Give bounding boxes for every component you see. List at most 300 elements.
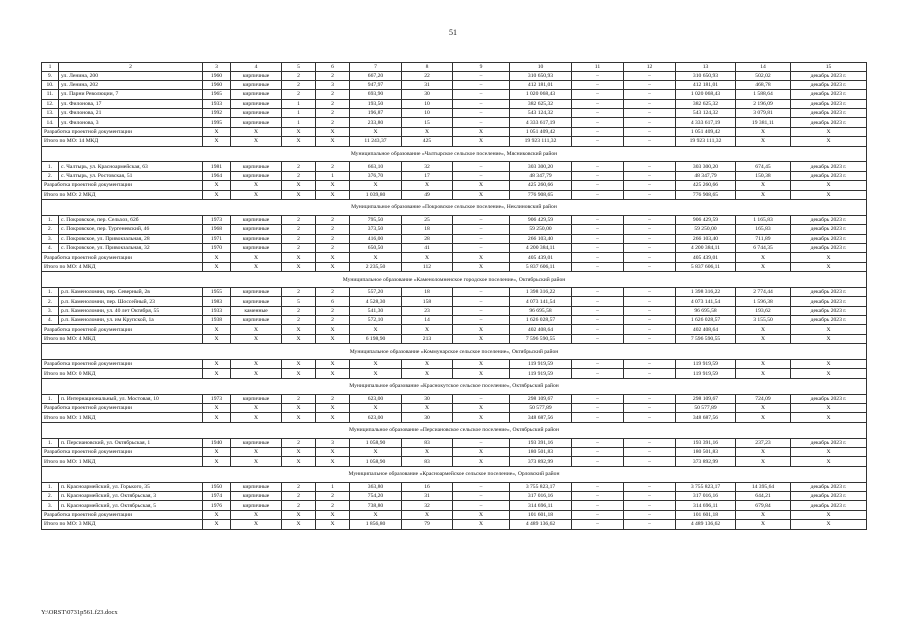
summary-cell: X [282,181,316,190]
building-address: р.п. Каменоломни, ул. им Крупской, 1а [59,316,203,325]
document-file-path: Y:\ORST\0731p561.f23.docx [41,609,118,616]
summary-cell: X [282,360,316,369]
summary-cell: X [231,369,282,378]
data-cell: 382 625,32 [676,99,736,108]
row-number: 2. [42,225,59,234]
data-cell: 30 [402,90,453,99]
summary-cell: X [231,253,282,262]
data-cell: – [624,316,676,325]
data-cell: кирпичные [231,71,282,80]
summary-cell: X [791,520,867,529]
data-cell: – [624,109,676,118]
summary-label: Итого по МО: 3 МКД [42,520,203,529]
column-number-cell: 9 [453,63,510,72]
summary-cell: 1 856,80 [350,520,402,529]
building-address: р.п. Каменоломни, пер. Шоссейный, 23 [59,297,203,306]
data-cell: 1950 [203,482,231,491]
data-cell: 6 [316,297,350,306]
summary-cell: X [316,253,350,262]
data-cell: 41 [402,243,453,252]
data-cell: – [624,162,676,171]
data-cell: 150,38 [736,171,791,180]
data-cell: кирпичные [231,109,282,118]
summary-row [42,457,867,466]
data-cell: – [624,482,676,491]
building-address: с. Чалтырь, ул. Красноармейская, 63 [59,162,203,171]
data-cell: 298 109,67 [510,394,572,403]
summary-cell: X [231,334,282,343]
data-cell: 1960 [203,71,231,80]
data-cell: 4 200 384,11 [510,243,572,252]
data-cell: 14 [402,316,453,325]
data-cell: 1955 [203,287,231,296]
data-cell: 2 [316,71,350,80]
summary-cell: 425 [402,137,453,146]
summary-cell: X [203,404,231,413]
summary-cell: X [231,360,282,369]
data-cell: – [624,80,676,89]
building-row [42,482,867,491]
data-cell: 693,90 [350,90,402,99]
municipality-section-row [42,344,867,360]
data-cell: 4 073 141,54 [510,297,572,306]
summary-row [42,262,867,271]
data-cell: 1938 [203,316,231,325]
summary-cell: X [791,448,867,457]
summary-cell: X [791,137,867,146]
summary-cell: X [791,413,867,422]
summary-label: Итого по МО: 0 МКД [42,369,203,378]
summary-cell: X [402,448,453,457]
data-cell: 2 [316,491,350,500]
data-cell: – [624,71,676,80]
summary-cell: X [316,510,350,519]
summary-cell: X [203,510,231,519]
data-cell: 543 124,32 [676,109,736,118]
municipality-title: Муниципальное образование «Персиановское сельское поселение», Октябрьский район [42,422,867,438]
data-cell: – [624,90,676,99]
summary-cell: X [736,127,791,136]
summary-cell: 425 260,66 [676,181,736,190]
summary-cell: X [791,190,867,199]
data-cell: кирпичные [231,225,282,234]
data-cell: 2 [316,501,350,510]
summary-cell: X [282,253,316,262]
data-cell: 2 [316,215,350,224]
data-cell: 266 103,40 [676,234,736,243]
data-cell: 31 [402,80,453,89]
summary-cell: X [203,457,231,466]
building-row [42,234,867,243]
summary-cell: X [316,334,350,343]
row-number: 1. [42,438,59,447]
summary-cell: X [736,413,791,422]
summary-cell: X [282,334,316,343]
data-cell: 17 [402,171,453,180]
data-cell: 2 [316,90,350,99]
summary-cell: X [453,253,510,262]
data-cell: 1965 [203,90,231,99]
data-cell: 373,50 [350,225,402,234]
summary-cell: 623,00 [350,413,402,422]
data-cell: 2 [316,162,350,171]
data-cell: 310 650,93 [676,71,736,80]
summary-cell: X [402,325,453,334]
row-number: 14. [42,118,59,127]
data-cell: кирпичные [231,90,282,99]
data-cell: 724,09 [736,394,791,403]
data-cell: – [572,501,624,510]
data-cell: кирпичные [231,316,282,325]
data-cell: декабрь 2023 г. [791,287,867,296]
data-cell: декабрь 2023 г. [791,90,867,99]
summary-cell: 1 058,90 [350,457,402,466]
building-address: с. Покровское, пер. Сельхоз, 62б [59,215,203,224]
data-cell: – [453,491,510,500]
data-cell: 572,10 [350,316,402,325]
data-cell: – [624,234,676,243]
summary-label: Итого по МО: 14 МКД [42,137,203,146]
summary-cell: – [572,181,624,190]
data-cell: кирпичные [231,234,282,243]
summary-cell: X [736,181,791,190]
summary-row [42,334,867,343]
data-cell: – [572,71,624,80]
summary-cell: X [350,448,402,457]
data-cell: 2 [282,215,316,224]
summary-cell: – [624,520,676,529]
column-number-cell: 2 [59,63,203,72]
data-cell: – [572,491,624,500]
data-cell: 1971 [203,234,231,243]
data-cell: – [453,243,510,252]
summary-cell: – [572,127,624,136]
summary-cell: X [231,520,282,529]
data-cell: 10 [402,99,453,108]
summary-cell: 83 [402,457,453,466]
data-cell: 4 200 384,11 [676,243,736,252]
building-address: ул. Ленина, 200 [59,71,203,80]
data-cell: – [624,297,676,306]
summary-row [42,325,867,334]
data-cell: кирпичные [231,394,282,403]
summary-cell: 405 439,01 [676,253,736,262]
data-cell: кирпичные [231,287,282,296]
data-cell: декабрь 2023 г. [791,243,867,252]
summary-cell: X [350,253,402,262]
data-cell: декабрь 2023 г. [791,225,867,234]
data-cell: кирпичные [231,215,282,224]
data-cell: 30 [402,394,453,403]
summary-row [42,413,867,422]
summary-cell: X [316,369,350,378]
building-address: ул. Филонова, 17 [59,99,203,108]
summary-cell: – [624,457,676,466]
data-cell: – [453,297,510,306]
summary-cell: X [231,448,282,457]
summary-cell: 30 [402,413,453,422]
data-cell: – [572,306,624,315]
building-address: ул. Ленина, 202 [59,80,203,89]
summary-label: Разработка проектной документации [42,404,203,413]
row-number: 9. [42,71,59,80]
row-number: 10. [42,80,59,89]
data-cell: 382 625,32 [510,99,572,108]
data-cell: декабрь 2023 г. [791,109,867,118]
building-address: п. Персиановский, ул. Октябрьская, 1 [59,438,203,447]
summary-row [42,253,867,262]
data-cell: 2 [282,438,316,447]
data-cell: 3 079,81 [736,109,791,118]
row-number: 1. [42,162,59,171]
data-cell: 83 [402,438,453,447]
data-cell: 2 [282,234,316,243]
building-address: ул. Филонова, 21 [59,109,203,118]
column-number-cell: 14 [736,63,791,72]
summary-cell: – [572,457,624,466]
summary-cell: X [231,262,282,271]
summary-cell: X [791,334,867,343]
summary-cell: 5 837 606,11 [510,262,572,271]
data-cell: 266 103,40 [510,234,572,243]
data-cell: – [624,438,676,447]
summary-cell: – [572,262,624,271]
data-cell: 5 [282,297,316,306]
data-cell: 10 [402,109,453,118]
data-cell: 2 [316,225,350,234]
summary-cell: X [350,360,402,369]
summary-cell: X [282,369,316,378]
data-cell: кирпичные [231,99,282,108]
summary-cell: – [572,190,624,199]
summary-cell: – [572,253,624,262]
data-cell: – [624,99,676,108]
column-number-cell: 13 [676,63,736,72]
summary-cell: – [572,510,624,519]
summary-cell: X [402,127,453,136]
building-row [42,316,867,325]
data-cell: декабрь 2023 г. [791,316,867,325]
data-cell: – [453,80,510,89]
data-cell: 1940 [203,438,231,447]
summary-cell: X [282,457,316,466]
summary-cell: 348 687,56 [510,413,572,422]
summary-cell: X [316,448,350,457]
data-cell: – [453,162,510,171]
summary-cell: X [736,190,791,199]
summary-cell: X [231,325,282,334]
data-cell: – [624,171,676,180]
summary-row [42,520,867,529]
data-cell: 22 [402,71,453,80]
summary-cell: X [402,404,453,413]
data-cell: 663,10 [350,162,402,171]
data-cell: 2 [282,394,316,403]
data-cell: 1 626 028,57 [510,316,572,325]
data-cell: 468,78 [736,80,791,89]
data-cell: кирпичные [231,118,282,127]
data-cell: 2 774,44 [736,287,791,296]
column-number-cell: 12 [624,63,676,72]
summary-cell: 373 892,99 [510,457,572,466]
data-cell: 15 [402,118,453,127]
building-row [42,215,867,224]
summary-cell: – [572,360,624,369]
summary-cell: X [231,137,282,146]
data-cell: 314 696,11 [676,501,736,510]
data-cell: – [572,394,624,403]
summary-cell: – [572,325,624,334]
summary-row [42,127,867,136]
data-cell: 3 755 823,17 [676,482,736,491]
data-cell: 3 755 823,17 [510,482,572,491]
summary-cell: X [736,457,791,466]
data-cell: декабрь 2023 г. [791,501,867,510]
data-cell: 1 058,90 [350,438,402,447]
building-row [42,287,867,296]
data-cell: 193,62 [736,306,791,315]
summary-row [42,448,867,457]
municipality-title: Муниципальное образование «Чалтырское сельское поселение», Мясниковский район [42,146,867,162]
building-row [42,501,867,510]
summary-cell: X [350,325,402,334]
data-cell: 2 [316,234,350,243]
summary-cell: X [402,181,453,190]
data-cell: 1 588,64 [736,90,791,99]
column-number-cell: 1 [42,63,59,72]
column-number-cell: 15 [791,63,867,72]
municipality-title: Муниципальное образование «Коммунарское сельское поселение», Октябрьский район [42,344,867,360]
building-row [42,90,867,99]
data-cell: 795,50 [350,215,402,224]
summary-cell: X [453,369,510,378]
data-cell: 2 [282,171,316,180]
data-cell: – [624,215,676,224]
data-cell: – [453,215,510,224]
summary-cell: 19 923 111,32 [510,137,572,146]
data-cell: 2 [282,491,316,500]
data-cell: – [572,234,624,243]
summary-cell: – [624,510,676,519]
data-cell: 1976 [203,501,231,510]
summary-cell: – [624,127,676,136]
data-cell: – [624,501,676,510]
data-cell: 2 [282,316,316,325]
summary-cell: X [282,325,316,334]
summary-label: Итого по МО: 4 МКД [42,262,203,271]
data-cell: декабрь 2023 г. [791,118,867,127]
data-cell: 4 333 617,19 [510,118,572,127]
summary-cell: – [572,448,624,457]
data-cell: 1 165,83 [736,215,791,224]
data-cell: – [453,90,510,99]
building-address: п. Красноармейский, ул. Октябрьская, 5 [59,501,203,510]
summary-cell: – [624,253,676,262]
data-cell: 1960 [203,80,231,89]
summary-cell: X [231,181,282,190]
summary-cell: 373 892,99 [676,457,736,466]
summary-cell: – [572,520,624,529]
summary-cell: X [453,334,510,343]
summary-label: Разработка проектной документации [42,253,203,262]
summary-cell: 1 051 409,42 [510,127,572,136]
data-cell: 947,97 [350,80,402,89]
data-cell: 1933 [203,306,231,315]
summary-cell: X [736,334,791,343]
column-number-cell: 3 [203,63,231,72]
data-cell: 644,21 [736,491,791,500]
data-cell: кирпичные [231,297,282,306]
data-cell: 4 073 141,54 [676,297,736,306]
summary-cell: 119 919,59 [676,369,736,378]
data-cell: декабрь 2023 г. [791,99,867,108]
summary-cell: X [231,510,282,519]
data-cell: 6 744,35 [736,243,791,252]
summary-cell: 776 908,65 [676,190,736,199]
data-cell: кирпичные [231,491,282,500]
summary-cell: X [736,520,791,529]
summary-cell: X [231,127,282,136]
summary-cell: X [203,520,231,529]
summary-cell: 405 439,01 [510,253,572,262]
summary-cell: – [624,262,676,271]
summary-cell: X [791,262,867,271]
data-cell: 48 347,79 [510,171,572,180]
data-cell: – [572,225,624,234]
summary-cell: X [203,181,231,190]
summary-cell: X [203,369,231,378]
data-cell: 59 250,00 [510,225,572,234]
column-number-header-row [42,63,867,72]
summary-cell: X [231,413,282,422]
summary-cell: 2 235,50 [350,262,402,271]
summary-cell: X [350,369,402,378]
data-cell: 1 626 028,57 [676,316,736,325]
data-cell: 193 391,16 [510,438,572,447]
summary-cell: 112 [402,262,453,271]
data-cell: 2 [316,118,350,127]
data-cell: 1933 [203,99,231,108]
summary-label: Разработка проектной документации [42,325,203,334]
row-number: 1. [42,394,59,403]
data-cell: 376,70 [350,171,402,180]
data-cell: 2 196,09 [736,99,791,108]
data-cell: – [453,287,510,296]
data-cell: 1 [282,118,316,127]
data-cell: – [624,306,676,315]
data-cell: 158 [402,297,453,306]
summary-cell: X [791,510,867,519]
summary-cell: X [316,520,350,529]
data-cell: 1974 [203,491,231,500]
summary-cell: X [316,360,350,369]
summary-row [42,369,867,378]
data-cell: – [624,394,676,403]
data-cell: – [453,109,510,118]
building-row [42,71,867,80]
summary-cell: X [316,457,350,466]
summary-cell: X [736,253,791,262]
row-number: 4. [42,316,59,325]
summary-cell: 119 919,59 [510,360,572,369]
summary-cell: X [402,253,453,262]
building-row [42,438,867,447]
data-cell: 96 695,58 [676,306,736,315]
summary-cell: 1 051 409,42 [676,127,736,136]
summary-cell: – [624,448,676,457]
summary-cell: X [203,253,231,262]
summary-cell: X [203,334,231,343]
